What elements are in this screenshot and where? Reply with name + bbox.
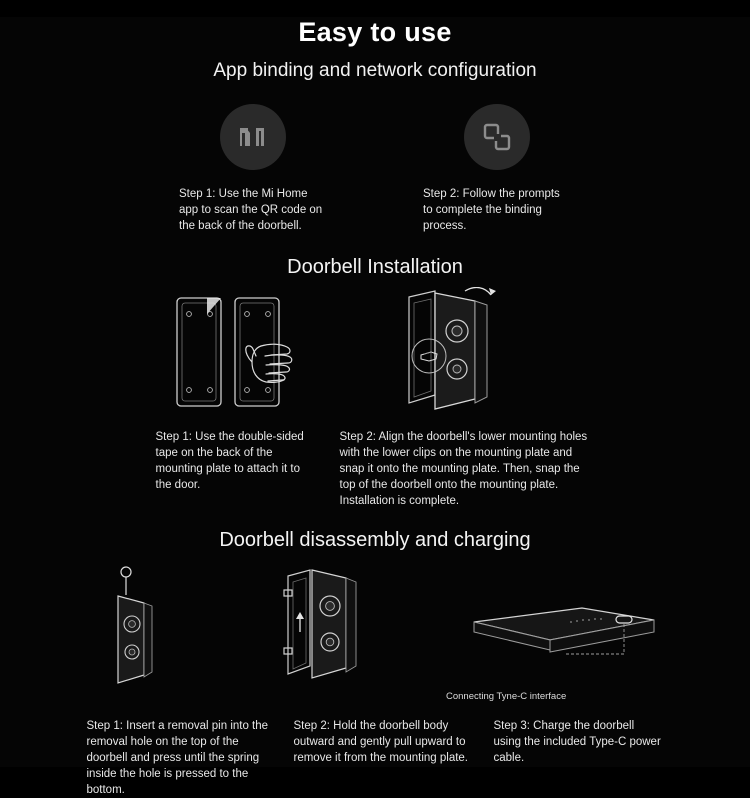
- disassembly-step-3-caption: Step 3: Charge the doorbell using the included Type-C power cable.: [493, 720, 661, 764]
- binding-step-2-caption: Step 2: Follow the prompts to complete the binding process.: [423, 188, 560, 232]
- binding-step-1: [179, 104, 327, 234]
- installation-section: [0, 256, 750, 509]
- disassembly-illustration-row: [0, 558, 750, 688]
- disassembly-section: [0, 529, 750, 798]
- disassembly-step-2-caption: Step 2: Hold the doorbell body outward and gently pull upward to remove it from the mounting plate.: [293, 720, 468, 764]
- installation-step-2-caption: Step 2: Align the doorbell's lower mounting holes with the lower clips on the mounting plate and snap it onto the mounting plate. Then, snap the top of the doorbell onto the mounting plate. Installation is complete.: [339, 431, 588, 507]
- installation-illustration-row: [0, 289, 750, 417]
- page-subtitle: App binding and network configuration: [213, 60, 537, 81]
- installation-section-title: Doorbell Installation: [287, 256, 463, 278]
- disassembly-step-1-caption: Step 1: Insert a removal pin into the removal hole on the top of the doorbell and press until the spring inside the hole is pressed to the bottom.: [86, 720, 269, 796]
- disassembly-section-title: Doorbell disassembly and charging: [219, 529, 531, 551]
- pull-off-plate-illustration: [260, 562, 410, 688]
- binding-step-1-caption: Step 1: Use the Mi Home app to scan the QR code on the back of the doorbell.: [179, 188, 323, 232]
- mi-home-app-icon: [220, 104, 286, 170]
- mounting-plate-tape-illustration: [169, 290, 319, 416]
- doorbell-snap-illustration: [381, 287, 581, 419]
- binding-step-2: [423, 104, 571, 234]
- binding-illustration-row: [0, 104, 750, 234]
- type-c-charging-illustration: [466, 578, 666, 688]
- type-c-connector-label: Connecting Tyne-C interface: [446, 691, 567, 702]
- removal-pin-illustration: [84, 562, 204, 688]
- disassembly-caption-row: [0, 718, 750, 798]
- page-title: Easy to use: [298, 17, 452, 47]
- installation-caption-row: [0, 429, 750, 509]
- infographic-page: [0, 17, 750, 796]
- connector-label-row: [0, 686, 750, 704]
- link-pair-icon: [464, 104, 530, 170]
- installation-step-1-caption: Step 1: Use the double-sided tape on the back of the mounting plate to attach it to the door.: [155, 431, 304, 491]
